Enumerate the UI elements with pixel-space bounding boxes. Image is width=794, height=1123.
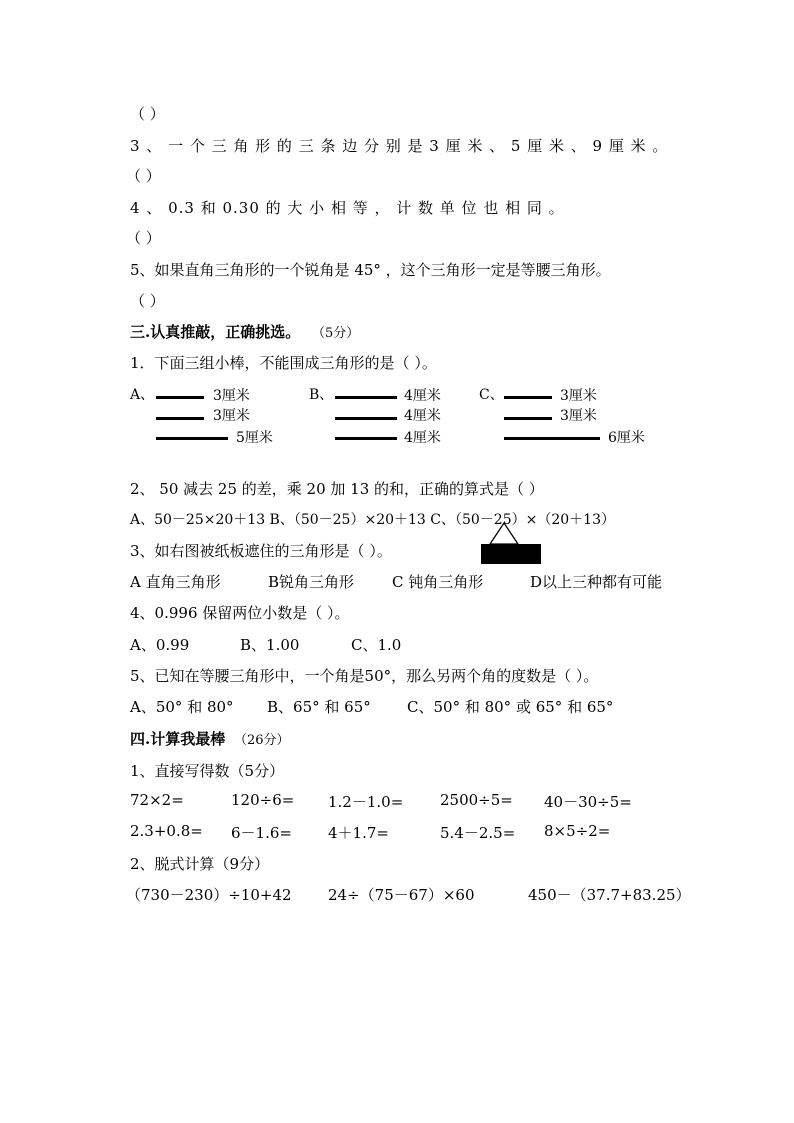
judge-paren-top: （ ） xyxy=(130,105,165,123)
s3-q5-option-b: B、65° 和 65° xyxy=(267,698,371,716)
s3-q3-option-a: A 直角三角形 xyxy=(130,573,221,591)
s3-q1-c-label: C、 xyxy=(479,387,504,403)
judge-q4: 4 、 0.3 和 0.30 的 大 小 相 等 ， 计 数 单 位 也 相 同 。 xyxy=(130,199,565,217)
s3-q5: 5、已知在等腰三角形中，一个角是50°，那么另两个角的度数是（ ）。 xyxy=(130,667,599,685)
s3-q3: 3、如右图被纸板遮住的三角形是（ ）。 xyxy=(130,542,392,560)
s4-sub1: 1、直接写得数（5分） xyxy=(130,762,285,780)
section3-title: 三.认真推敲，正确挑选。 xyxy=(130,323,301,341)
stick-a2 xyxy=(156,417,204,420)
s3-q2: 2、 50 减去 25 的差，乘 20 加 13 的和，正确的算式是（ ） xyxy=(130,480,544,498)
calc-9: 5.4－2.5= xyxy=(440,824,516,842)
s3-q3-option-c: C 钝角三角形 xyxy=(392,573,484,591)
s3-q5-option-c: C、50° 和 80° 或 65° 和 65° xyxy=(407,698,614,716)
calc-7: 6－1.6= xyxy=(231,824,292,842)
stick-b2 xyxy=(335,417,397,420)
stick-c3-length: 6厘米 xyxy=(608,430,645,446)
judge-q4-paren: （ ） xyxy=(126,229,161,247)
stick-b3 xyxy=(335,437,397,440)
covered-triangle-figure xyxy=(478,520,542,566)
stick-a1 xyxy=(156,396,204,399)
calc-4: 2500÷5= xyxy=(440,791,513,809)
s3-q4-option-a: A、0.99 xyxy=(130,636,190,654)
s3-q1: 1．下面三组小棒，不能围成三角形的是（ ）。 xyxy=(130,354,437,372)
stick-b3-length: 4厘米 xyxy=(404,430,441,446)
stick-b1 xyxy=(335,396,397,399)
stick-c1 xyxy=(504,396,552,399)
s3-q1-a-label: A、 xyxy=(130,387,155,403)
s3-q4-option-c: C、1.0 xyxy=(351,636,402,654)
calc-5: 40－30÷5= xyxy=(544,793,632,811)
calc-6: 2.3+0.8= xyxy=(130,822,203,840)
calc-10: 8×5÷2= xyxy=(544,822,611,840)
s3-q3-option-d: D以上三种都有可能 xyxy=(530,573,663,591)
s4-sub2: 2、脱式计算（9分） xyxy=(130,855,270,873)
s3-q3-option-b: B锐角三角形 xyxy=(268,573,355,591)
step-calc-1: （730－230）÷10+42 xyxy=(126,886,292,904)
calc-1: 72×2= xyxy=(130,791,184,809)
judge-q3-paren: （ ） xyxy=(126,167,161,185)
s3-q2-options: A、50－25×20＋13 B、（50－25）×20＋13 C、（50－25）×（20＋13） xyxy=(130,512,615,528)
judge-q5-paren: （ ） xyxy=(130,292,165,310)
section3-score: （5分） xyxy=(312,326,360,341)
stick-c3 xyxy=(504,437,600,440)
stick-b1-length: 4厘米 xyxy=(404,388,441,404)
calc-2: 120÷6= xyxy=(231,791,295,809)
step-calc-2: 24÷（75－67）×60 xyxy=(328,886,475,904)
calc-8: 4＋1.7= xyxy=(328,824,389,842)
step-calc-3: 450－（37.7+83.25） xyxy=(528,886,691,904)
s3-q1-b-label: B、 xyxy=(309,387,334,403)
section4-score: （26分） xyxy=(234,733,290,748)
stick-c2-length: 3厘米 xyxy=(560,408,597,424)
stick-a3 xyxy=(156,437,228,440)
s3-q5-option-a: A、50° 和 80° xyxy=(130,698,234,716)
stick-a3-length: 5厘米 xyxy=(236,430,273,446)
stick-a2-length: 3厘米 xyxy=(213,408,250,424)
judge-q3: 3 、 一 个 三 角 形 的 三 条 边 分 别 是 3 厘 米 、 5 厘 米 、 9 厘 米 。 xyxy=(130,137,669,155)
stick-a1-length: 3厘米 xyxy=(213,388,250,404)
s3-q4-option-b: B、1.00 xyxy=(240,636,300,654)
stick-c2 xyxy=(504,417,552,420)
calc-3: 1.2－1.0= xyxy=(328,793,404,811)
stick-b2-length: 4厘米 xyxy=(404,408,441,424)
stick-c1-length: 3厘米 xyxy=(560,388,597,404)
section4-title: 四.计算我最棒 xyxy=(130,730,226,748)
judge-q5: 5、如果直角三角形的一个锐角是 45° ，这个三角形一定是等腰三角形。 xyxy=(130,261,611,279)
s3-q4: 4、0.996 保留两位小数是（ ）。 xyxy=(130,604,350,622)
